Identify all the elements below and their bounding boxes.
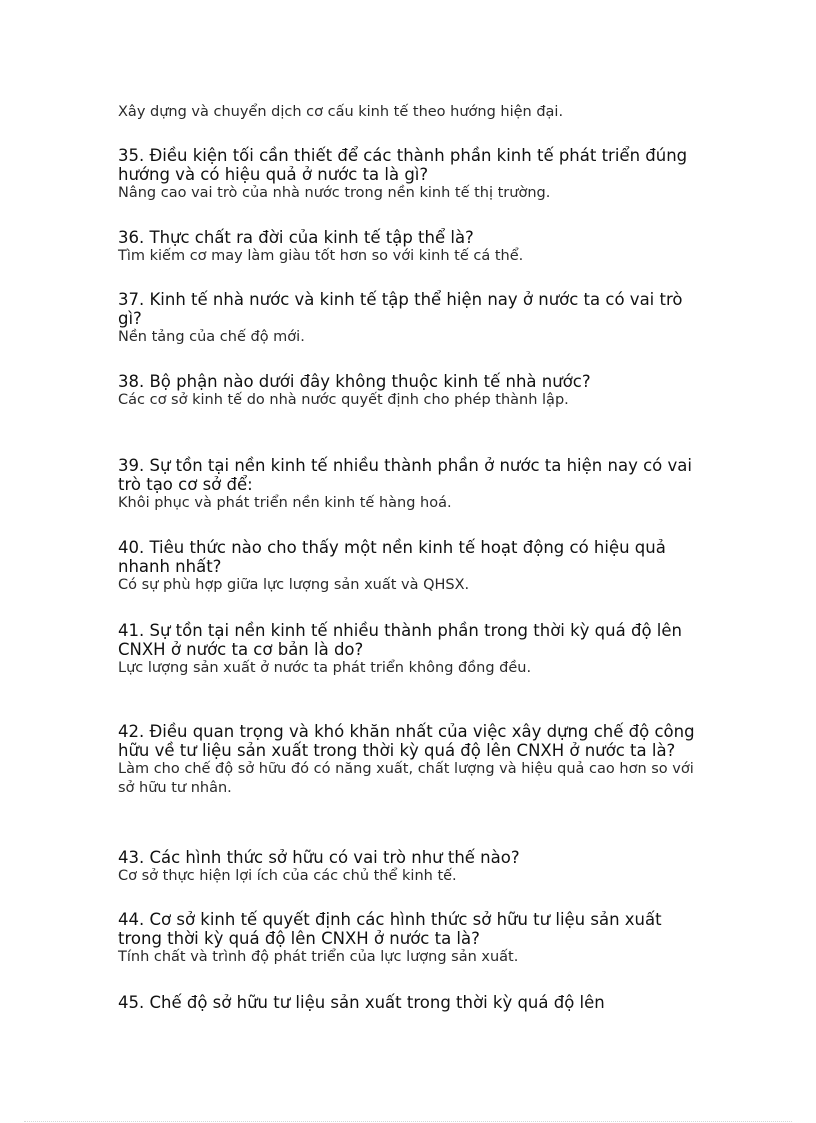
- question-text: 38. Bộ phận nào dưới đây không thuộc kinh tế nhà nước?: [118, 372, 591, 391]
- question-text: 36. Thực chất ra đời của kinh tế tập thể là?: [118, 228, 474, 247]
- answer-text: Xây dựng và chuyển dịch cơ cấu kinh tế theo hướng hiện đại.: [118, 104, 564, 120]
- question-text: 39. Sự tồn tại nền kinh tế nhiều thành phần ở nước ta hiện nay có vai trò tạo cơ sở để:: [118, 456, 692, 494]
- answer-text: Nâng cao vai trò của nhà nước trong nền kinh tế thị trường.: [118, 185, 551, 201]
- question-text: 35. Điều kiện tối cần thiết để các thành phần kinh tế phát triển đúng hướng và có hiệu quả ở nước ta là gì?: [118, 146, 688, 184]
- page-bottom-divider: [24, 1121, 792, 1122]
- answer-text: Có sự phù hợp giữa lực lượng sản xuất và QHSX.: [118, 577, 470, 593]
- question-text: 45. Chế độ sở hữu tư liệu sản xuất trong thời kỳ quá độ lên: [118, 993, 605, 1012]
- question-block-45: [118, 993, 708, 1012]
- question-text: 43. Các hình thức sở hữu có vai trò như thế nào?: [118, 848, 520, 867]
- question-block-39: [118, 456, 708, 513]
- answer-text: Cơ sở thực hiện lợi ích của các chủ thể kinh tế.: [118, 868, 457, 884]
- question-block-37: [118, 290, 708, 347]
- answer-text: Làm cho chế độ sở hữu đó có năng xuất, chất lượng và hiệu quả cao hơn so với sở hữu tư nhân.: [118, 761, 694, 796]
- answer-text: Nền tảng của chế độ mới.: [118, 329, 305, 345]
- question-block-36: [118, 228, 708, 266]
- answer-text: Các cơ sở kinh tế do nhà nước quyết định cho phép thành lập.: [118, 392, 569, 408]
- question-block-35: [118, 146, 708, 203]
- answer-text: Tìm kiếm cơ may làm giàu tốt hơn so với kinh tế cá thể.: [118, 248, 524, 264]
- question-text: 42. Điều quan trọng và khó khăn nhất của việc xây dựng chế độ công hữu về tư liệu sản xuất trong thời kỳ quá độ lên CNXH ở nước ta là?: [118, 722, 695, 760]
- question-block-44: [118, 910, 708, 967]
- answer-text: Tính chất và trình độ phát triển của lực lượng sản xuất.: [118, 949, 519, 965]
- answer-block-34: [118, 103, 708, 122]
- question-block-43: [118, 848, 708, 886]
- question-block-42: [118, 722, 708, 798]
- question-text: 41. Sự tồn tại nền kinh tế nhiều thành phần trong thời kỳ quá độ lên CNXH ở nước ta cơ bản là do?: [118, 621, 682, 659]
- question-text: 40. Tiêu thức nào cho thấy một nền kinh tế hoạt động có hiệu quả nhanh nhất?: [118, 538, 666, 576]
- question-text: 44. Cơ sở kinh tế quyết định các hình thức sở hữu tư liệu sản xuất trong thời kỳ quá độ lên CNXH ở nước ta là?: [118, 910, 662, 948]
- question-block-38: [118, 372, 708, 410]
- question-block-41: [118, 621, 708, 678]
- answer-text: Khôi phục và phát triển nền kinh tế hàng hoá.: [118, 495, 452, 511]
- question-block-40: [118, 538, 708, 595]
- answer-text: Lực lượng sản xuất ở nước ta phát triển không đồng đều.: [118, 660, 532, 676]
- question-text: 37. Kinh tế nhà nước và kinh tế tập thể hiện nay ở nước ta có vai trò gì?: [118, 290, 683, 328]
